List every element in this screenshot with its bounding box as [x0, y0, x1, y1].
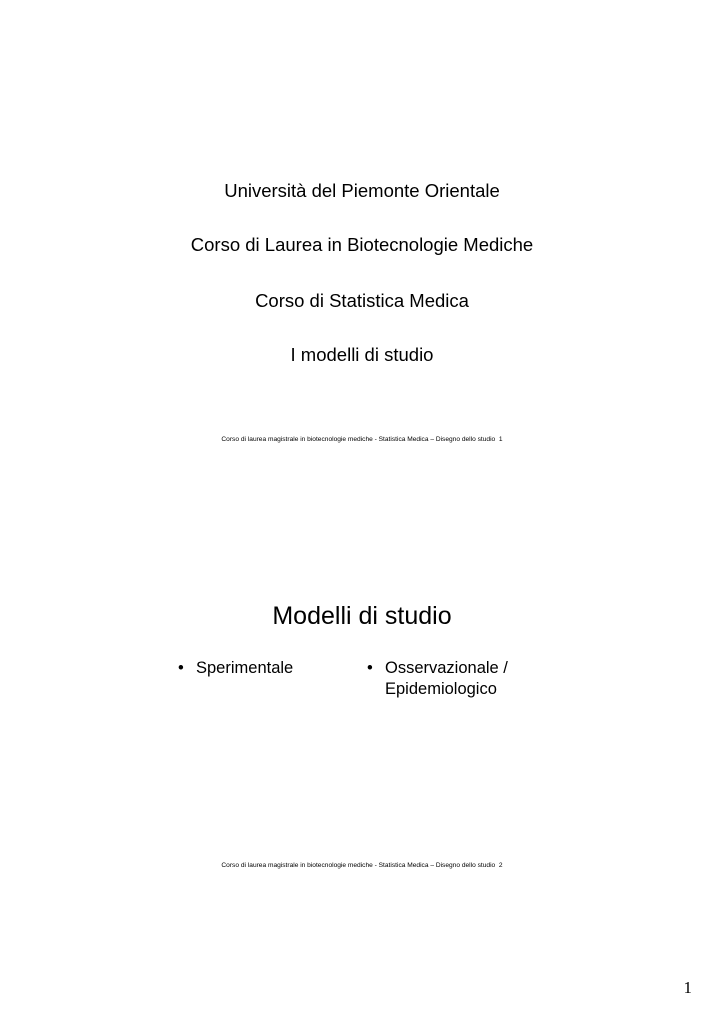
slide-2 [0, 512, 724, 942]
bullet-text: Sperimentale [196, 659, 294, 677]
bullet-text-line-1: Osservazionale / [385, 659, 508, 677]
degree-course: Corso di Laurea in Biotecnologie Mediche [190, 234, 534, 255]
slide-title: Modelli di studio [272, 602, 452, 630]
course-name: Corso di Statistica Medica [255, 290, 469, 311]
slide-footer [0, 436, 724, 443]
bullet-item [367, 658, 508, 700]
university-name: Università del Piemonte Orientale [224, 180, 500, 201]
bullet-symbol: • [178, 659, 184, 677]
page-number: 1 [683, 978, 692, 997]
bullet-symbol: • [367, 659, 373, 677]
footer-text: Corso di laurea magistrale in biotecnologie mediche - Statistica Medica – Disegno dello studio [221, 862, 496, 869]
lecture-title: I modelli di studio [290, 344, 434, 365]
slide-footer [0, 862, 724, 869]
footer-slide-number: 2 [498, 862, 503, 869]
footer-text: Corso di laurea magistrale in biotecnologie mediche - Statistica Medica – Disegno dello studio [221, 436, 496, 443]
bullet-text-line-2: Epidemiologico [385, 680, 497, 698]
bullet-item [178, 658, 293, 679]
footer-slide-number: 1 [498, 436, 503, 443]
